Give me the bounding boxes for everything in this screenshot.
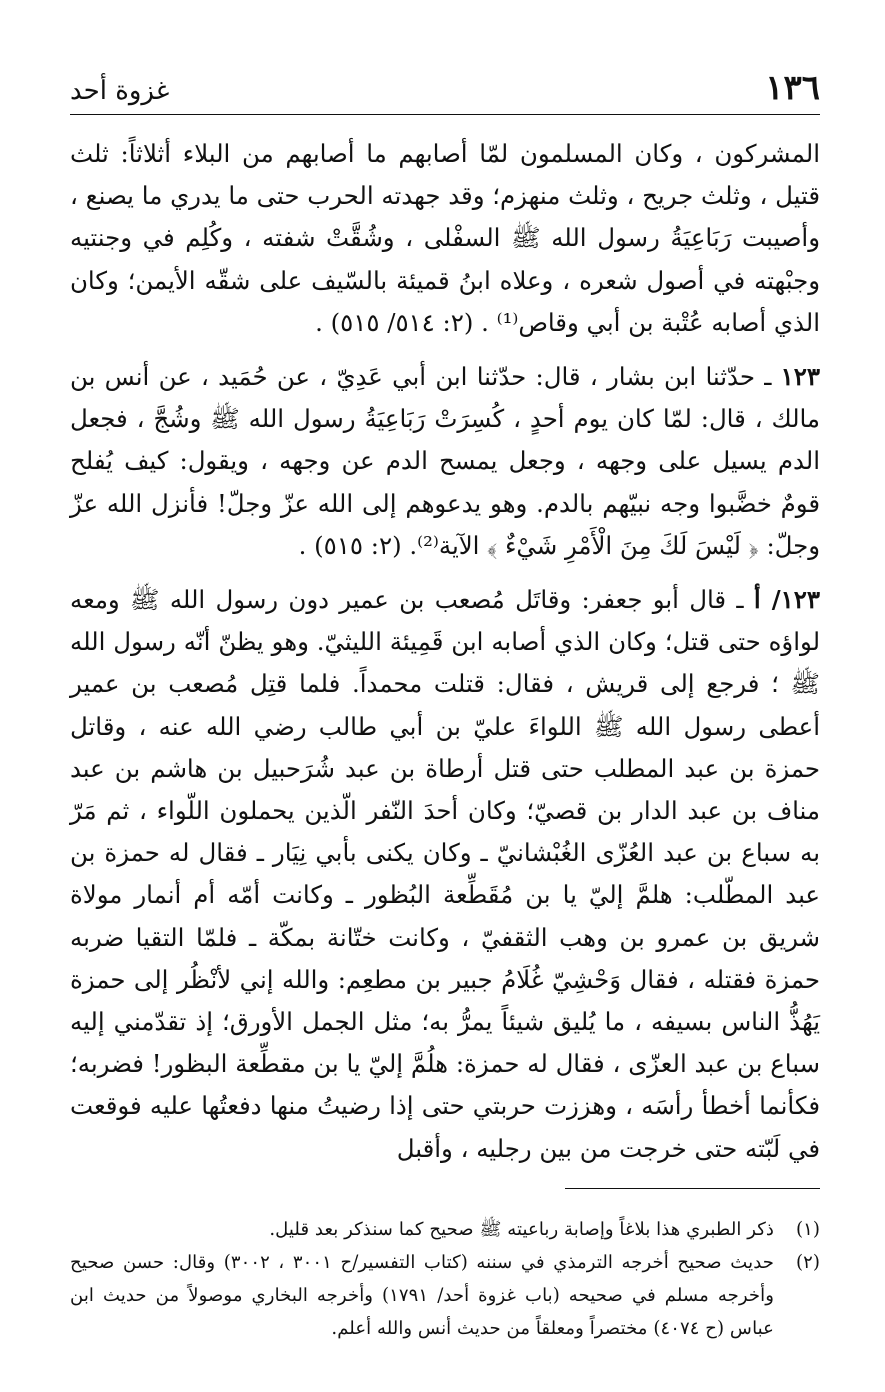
paragraph-2 xyxy=(70,356,820,567)
running-title: غزوة أحد xyxy=(70,76,170,106)
footnote-2 xyxy=(70,1246,820,1345)
page-header xyxy=(70,66,820,115)
hadith-number: ١٢٣/ أ xyxy=(753,585,820,615)
footnote-number: (٢) xyxy=(796,1251,820,1273)
page-number: ١٣٦ xyxy=(765,68,820,108)
book-page xyxy=(70,66,820,1345)
main-text xyxy=(70,133,820,1170)
paragraph-text: المشركون ، وكان المسلمون لمّا أصابهم ما أصابهم من البلاء أثلاثاً: ثلث قتيل ، وثلث جريح ، وثلث منهزم؛ وقد جهدته الحرب حتى ما يدري ما يصنع ، وأصيبت رَبَاعِيَةُ رسول الله ﷺ السفْلى ، وشُقَّتْ شفته ، وكُلِم في وجنتيه وجبْهته في أصول شعره ، وعلاه ابنُ قميئة بالسّيف على شقّه الأيمن؛ وكان الذي أصابه عُتْبة بن أبي وقاص⁽¹⁾ . (٢: ٥١٤/ ٥١٥) . xyxy=(70,139,820,337)
paragraph-text: ـ قال أبو جعفر: وقاتَل مُصعب بن عمير دون رسول الله ﷺ ومعه لواؤه حتى قتل؛ وكان الذي أصابه ابن قَمِيئة الليثيّ. وهو يظنّ أنّه رسول الله ﷺ ؛ فرجع إلى قريش ، فقال: قتلت محمداً. فلما قتِل مُصعب بن عمير أعطى رسول الله ﷺ اللواءَ عليّ بن أبي طالب رضي الله عنه ، وقاتل حمزة بن عبد المطلب حتى قتل أرطاة بن عبد شُرَحبيل بن هاشم بن عبد مناف بن عبد الدار بن قصيّ؛ وكان أحدَ النّفر الّذين يحملون اللّواء ، ثم مَرّ به سباع بن عبد العُزّى الغُبْشانيّ ـ وكان يكنى بأبي نِيَار ـ فقال له حمزة بن عبد المطّلب: هلمَّ إليّ يا بن مُقَطِّعة البُظور ـ وكانت أمّه أم أنمار مولاة شريق بن عمرو بن وهب الثقفيّ ، وكانت ختّانة بمكّة ـ فلمّا التقيا ضربه حمزة فقتله ، فقال وَحْشِيّ غُلَامُ جبير بن مطعِم: والله إني لأنْظُر إلى حمزة يَهُذُّ الناس بسيفه ، ما يُليق شيئاً يمرُّ به؛ مثل الجمل الأورق؛ إذ تقدّمني إليه سباع بن عبد العزّى ، فقال له حمزة: هلُمَّ إليّ يا بن مقطِّعة البظور! فضربه؛ فكأنما أخطأ رأسَه ، وهززت حربتي حتى إذا رضيتُ منها دفعتُها عليه فوقعت في لَبّته حتى خرجت من بين رجليه ، وأقبل xyxy=(70,585,820,1163)
paragraph-text: ـ حدّثنا ابن بشار ، قال: حدّثنا ابن أبي عَدِيّ ، عن حُمَيد ، عن أنس بن مالك ، قال: لمّا كان يوم أحدٍ ، كُسِرَتْ رَبَاعِيَةُ رسول الله ﷺ وشُجَّ ، فجعل الدم يسيل على وجهه ، وجعل يمسح الدم عن وجهه ، ويقول: كيف يُفلح قومٌ خضَّبوا وجه نبيّهم بالدم. وهو يدعوهم إلى الله عزّ وجلّ! فأنزل الله عزّ وجلّ: ﴿ لَيْسَ لَكَ مِنَ الْأَمْرِ شَيْءٌ ﴾ الآية⁽²⁾. (٢: ٥١٥) . xyxy=(70,362,820,560)
footnote-text: حديث صحيح أخرجه الترمذي في سننه (كتاب التفسير/ح ٣٠٠١ ، ٣٠٠٢) وقال: حسن صحيح وأخرجه مسلم في صحيحه (باب غزوة أحد/ ١٧٩١) وأخرجه البخاري موصولاً من حديث ابن عباس (ح ٤٠٧٤) مختصراً ومعلقاً من حديث أنس والله أعلم. xyxy=(70,1251,774,1339)
paragraph-3 xyxy=(70,579,820,1170)
footnote-number: (١) xyxy=(796,1218,820,1240)
hadith-number: ١٢٣ xyxy=(780,362,820,392)
footnotes xyxy=(70,1213,820,1345)
paragraph-1 xyxy=(70,133,820,344)
footnote-separator xyxy=(565,1188,820,1189)
footnote-text: ذكر الطبري هذا بلاغاً وإصابة رباعيته ﷺ صحيح كما سنذكر بعد قليل. xyxy=(269,1218,774,1240)
footnote-1 xyxy=(70,1213,820,1246)
